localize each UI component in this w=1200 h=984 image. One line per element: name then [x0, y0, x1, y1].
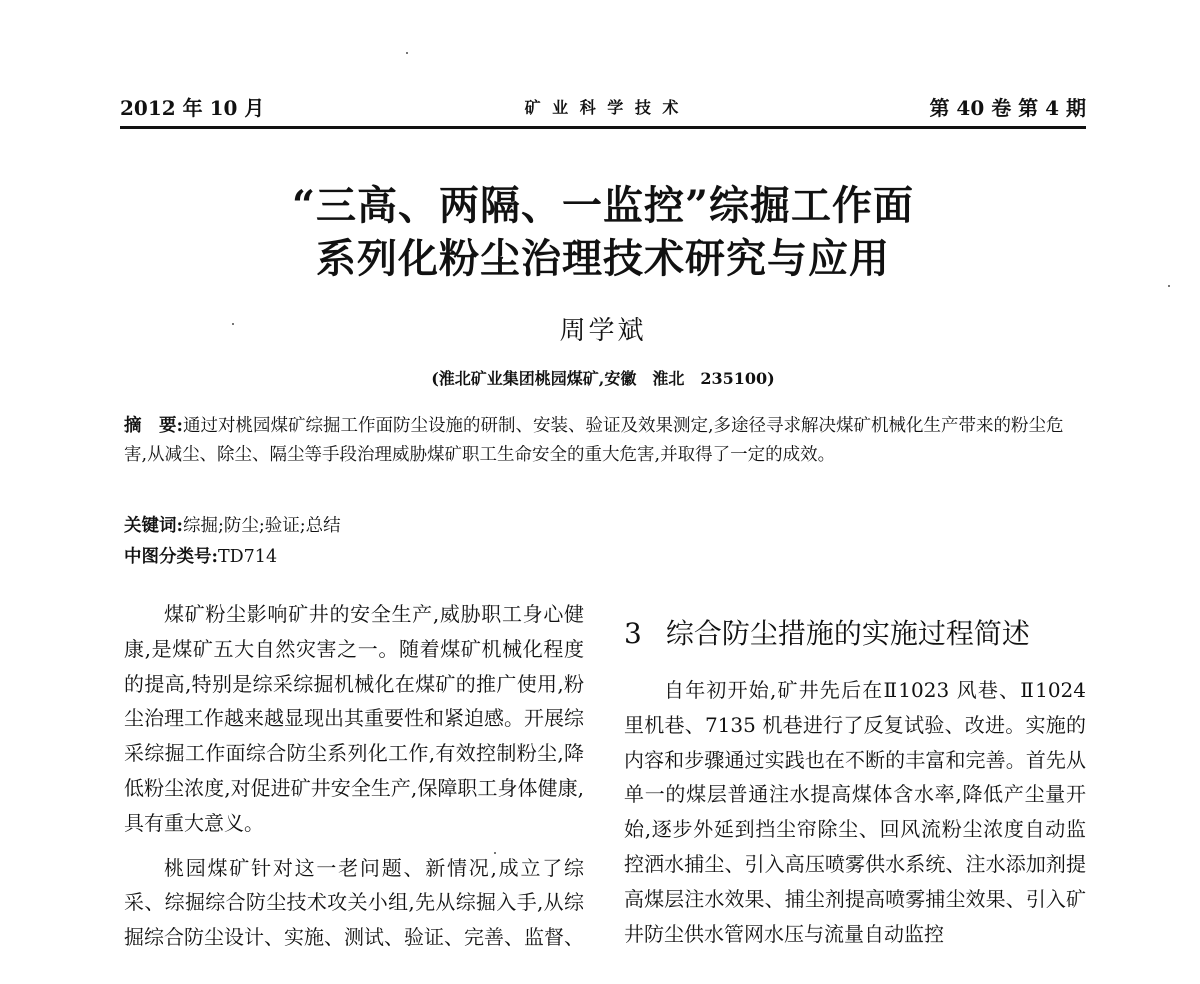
body-right-column — [624, 673, 1086, 951]
body-left-column — [124, 597, 584, 965]
body-paragraph: 煤矿粉尘影响矿井的安全生产,威胁职工身心健康,是煤矿五大自然灾害之一。随着煤矿机械化程度的提高,特别是综采综掘机械化在煤矿的推广使用,粉尘治理工作越来越显现出其重要性和紧迫感。开展综采综掘工作面综合防尘系列化工作,有效控制粉尘,降低粉尘浓度,对促进矿井安全生产,保障职工身体健康,具有重大意义。 — [124, 602, 584, 835]
classification-label: 中图分类号: — [124, 547, 218, 567]
classification-text: TD714 — [217, 547, 278, 567]
author-affiliation: (淮北矿业集团桃园煤矿,安徽 淮北 235100) — [431, 369, 775, 388]
scan-speck — [1168, 285, 1170, 287]
keywords-text: 综掘;防尘;验证;总结 — [182, 516, 341, 536]
paper-title-line-1: “三高、两隔、一监控”综掘工作面 — [291, 182, 914, 229]
paper-title-line-2: 系列化粉尘治理技术研究与应用 — [316, 235, 890, 282]
keywords — [124, 512, 341, 537]
keywords-label: 关键词: — [124, 516, 183, 536]
header-date: 2012 年 10 月 — [120, 96, 265, 120]
classification-number — [124, 543, 277, 568]
body-paragraph: 桃园煤矿针对这一老问题、新情况,成立了综采、综掘综合防尘技术攻关小组,先从综掘入手,从综掘综合防尘设计、实施、测试、验证、完善、监督、 — [124, 855, 584, 950]
abstract-text: 通过对桃园煤矿综掘工作面防尘设施的研制、安装、验证及效果测定,多途径寻求解决煤矿机械化生产带来的粉尘危害,从减尘、除尘、隔尘等手段治理威胁煤矿职工生命安全的重大危害,并取得了一定的成效。 — [124, 416, 1064, 465]
section-heading — [624, 612, 1030, 652]
header-journal: 矿 业 科 学 技 术 — [524, 98, 682, 117]
scan-speck — [494, 852, 496, 854]
body-paragraph: 自年初开始,矿井先后在Ⅱ1023 风巷、Ⅱ1024 里机巷、7135 机巷进行了反复试验、改进。实施的内容和步骤通过实践也在不断的丰富和完善。首先从单一的煤层普通注水提高煤体含水率,降低产尘量开始,逐步外延到挡尘帘除尘、回风流粉尘浓度自动监控洒水捕尘、引入高压喷雾供水系统、注水添加剂提高煤层注水效果、捕尘剂提高喷雾捕尘效果、引入矿井防尘供水管网水压与流量自动监控 — [624, 678, 1086, 946]
abstract — [124, 412, 1086, 470]
running-header — [120, 92, 1086, 126]
section-title: 综合防尘措施的实施过程简述 — [665, 617, 1030, 650]
scan-speck — [406, 52, 408, 54]
header-rule — [120, 126, 1086, 129]
author-name: 周学斌 — [559, 316, 647, 346]
header-issue: 第 40 卷 第 4 期 — [929, 96, 1086, 120]
section-number: 3 — [624, 617, 642, 650]
abstract-label: 摘 要: — [124, 416, 183, 436]
scan-speck — [232, 323, 234, 325]
